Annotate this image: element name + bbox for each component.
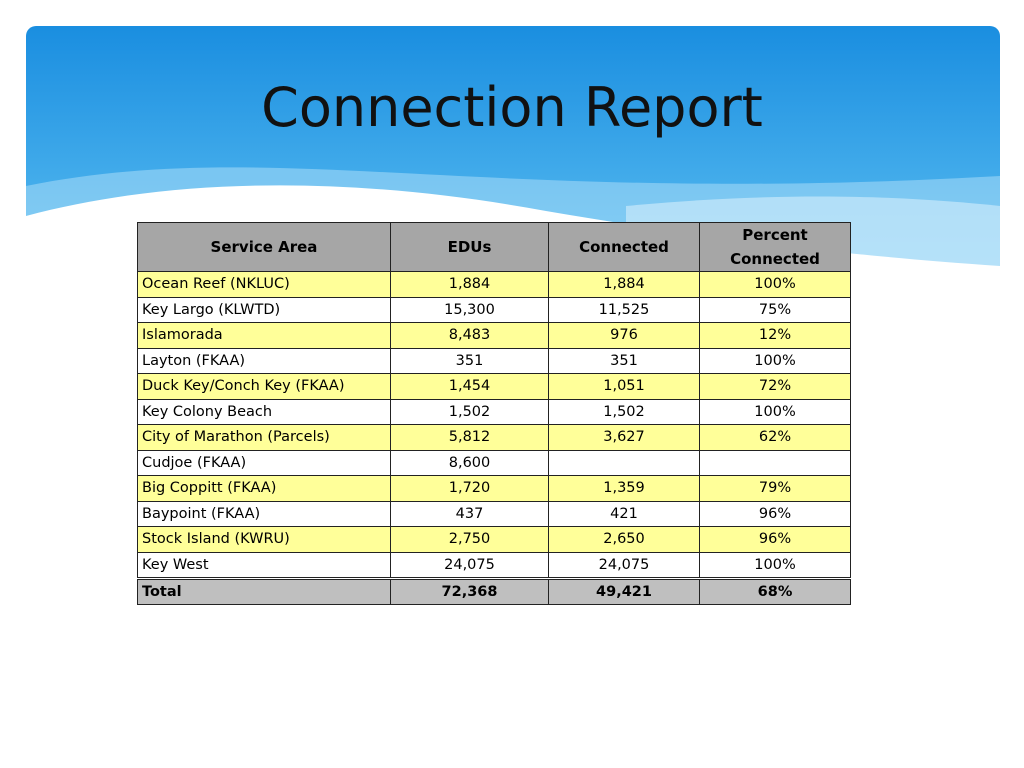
table-row (138, 527, 851, 553)
cell-area: Baypoint (FKAA) (138, 501, 391, 527)
cell-edus: 2,750 (391, 527, 549, 553)
cell-edus: 8,600 (391, 450, 549, 476)
cell-connected: 2,650 (549, 527, 700, 553)
table-header-row (138, 223, 851, 272)
cell-edus: 1,720 (391, 476, 549, 502)
cell-percent: 100% (700, 272, 851, 298)
cell-percent (700, 450, 851, 476)
cell-area: Key Largo (KLWTD) (138, 297, 391, 323)
total-percent: 68% (700, 579, 851, 605)
cell-edus: 5,812 (391, 425, 549, 451)
table-row (138, 297, 851, 323)
cell-connected: 421 (549, 501, 700, 527)
header-percent-connected: Percent Connected (700, 223, 851, 272)
cell-area: Stock Island (KWRU) (138, 527, 391, 553)
page-title: Connection Report (261, 76, 763, 139)
cell-connected (549, 450, 700, 476)
cell-edus: 24,075 (391, 552, 549, 579)
total-connected: 49,421 (549, 579, 700, 605)
cell-area: Key Colony Beach (138, 399, 391, 425)
cell-connected: 24,075 (549, 552, 700, 579)
cell-percent: 62% (700, 425, 851, 451)
table-row (138, 323, 851, 349)
total-row (138, 579, 851, 605)
cell-area: City of Marathon (Parcels) (138, 425, 391, 451)
total-label: Total (138, 579, 391, 605)
cell-percent: 100% (700, 552, 851, 579)
cell-connected: 976 (549, 323, 700, 349)
cell-edus: 8,483 (391, 323, 549, 349)
cell-percent: 79% (700, 476, 851, 502)
cell-percent: 96% (700, 527, 851, 553)
cell-connected: 1,359 (549, 476, 700, 502)
cell-connected: 11,525 (549, 297, 700, 323)
cell-area: Key West (138, 552, 391, 579)
cell-connected: 1,884 (549, 272, 700, 298)
cell-edus: 351 (391, 348, 549, 374)
table-row (138, 272, 851, 298)
cell-connected: 3,627 (549, 425, 700, 451)
cell-edus: 1,454 (391, 374, 549, 400)
table-row (138, 450, 851, 476)
cell-area: Islamorada (138, 323, 391, 349)
table-row (138, 501, 851, 527)
cell-area: Layton (FKAA) (138, 348, 391, 374)
cell-percent: 100% (700, 399, 851, 425)
table-row (138, 374, 851, 400)
header-connected: Connected (549, 223, 700, 272)
cell-edus: 437 (391, 501, 549, 527)
cell-percent: 96% (700, 501, 851, 527)
table-row (138, 552, 851, 579)
cell-edus: 1,502 (391, 399, 549, 425)
table-row (138, 476, 851, 502)
cell-connected: 1,502 (549, 399, 700, 425)
header-service-area: Service Area (138, 223, 391, 272)
connection-table (137, 222, 851, 605)
cell-percent: 75% (700, 297, 851, 323)
total-edus: 72,368 (391, 579, 549, 605)
table-row (138, 348, 851, 374)
cell-connected: 1,051 (549, 374, 700, 400)
cell-edus: 15,300 (391, 297, 549, 323)
table-row (138, 425, 851, 451)
cell-area: Ocean Reef (NKLUC) (138, 272, 391, 298)
cell-percent: 72% (700, 374, 851, 400)
cell-edus: 1,884 (391, 272, 549, 298)
table-row (138, 399, 851, 425)
cell-area: Duck Key/Conch Key (FKAA) (138, 374, 391, 400)
cell-percent: 12% (700, 323, 851, 349)
header-edus: EDUs (391, 223, 549, 272)
cell-area: Big Coppitt (FKAA) (138, 476, 391, 502)
cell-percent: 100% (700, 348, 851, 374)
cell-area: Cudjoe (FKAA) (138, 450, 391, 476)
cell-connected: 351 (549, 348, 700, 374)
